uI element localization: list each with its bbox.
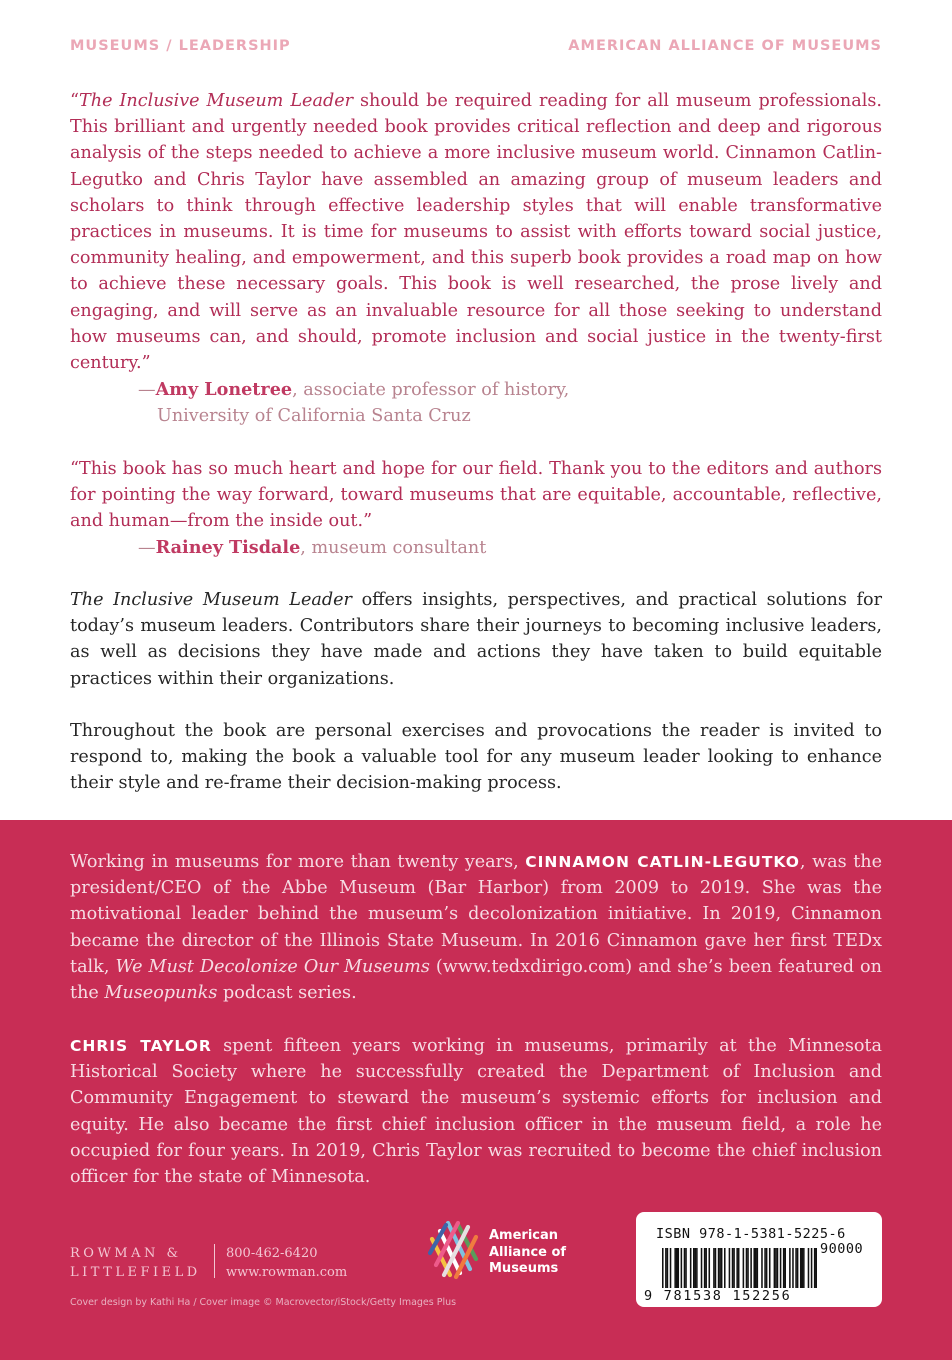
dash: — [138, 380, 156, 400]
publisher-contact [226, 1244, 347, 1282]
barcode-bar [797, 1248, 799, 1288]
book-title: The Inclusive Museum Leader [70, 590, 352, 610]
description-paragraph-1 [70, 587, 882, 692]
endorsement-text: should be required reading for all museum professionals. This brilliant and urgently needed book provides critical reflection and deep and rigorous analysis of the steps needed to achieve a more inclusive museum world. Cinnamon Catlin-Legutko and Chris Taylor have assembled an amazing group of museum leaders and scholars to think through effective leadership styles that will enable transformative practices in museums. It is time for museums to assist with efforts toward social justice, community healing, and empowerment, and this superb book provides a road map on how to achieve these necessary goals. This book is well researched, the prose lively and engaging, and will serve as an invaluable resource for all those seeking to understand how museums can, and should, promote inclusion and social justice in the twenty-first century.” [70, 91, 882, 374]
barcode-bar [665, 1248, 667, 1288]
barcode-bar [761, 1248, 763, 1288]
book-title: The Inclusive Museum Leader [79, 91, 354, 111]
bio-text: spent fifteen years working in museums, primarily at the Minnesota Historical Society where he successfully created the Department of Inclusion and Community Engagement to steward the museum’s systemic efforts for inclusion and equity. He also became the first chief inclusion officer in the museum field, a role he occupied for four years. In 2019, Chris Taylor was recruited to become the chief inclusion officer for the state of Minnesota. [70, 1036, 882, 1188]
barcode-bar [736, 1248, 738, 1288]
barcode-bar [750, 1248, 752, 1288]
aam-wordmark [489, 1228, 566, 1278]
barcode-bar [784, 1248, 786, 1288]
barcode-bar [713, 1248, 715, 1288]
barcode-bar [724, 1248, 726, 1288]
author-name: CHRIS TAYLOR [70, 1037, 212, 1055]
barcode-bar [719, 1248, 721, 1288]
aam-line-3: Museums [489, 1261, 559, 1276]
barcode-bar [766, 1248, 768, 1288]
aam-line-1: American [489, 1228, 559, 1243]
description-text: offers insights, perspectives, and practical solutions for today’s museum leaders. Contributors share their journeys to becoming inclusive leaders, as well as decisions they have made and actions they have taken to build equitable practices within their organizations. [70, 590, 882, 689]
barcode-bar [747, 1248, 749, 1288]
barcode-bar [733, 1248, 735, 1288]
publisher-phone: 800-462-6420 [226, 1246, 318, 1261]
barcode-bar [685, 1248, 687, 1288]
barcode-bar [738, 1248, 740, 1288]
barcode-bar [814, 1248, 816, 1288]
isbn-label: ISBN 978-1-5381-5225-6 [656, 1226, 846, 1242]
barcode-bar [775, 1248, 777, 1288]
endorsement-lonetree [70, 88, 882, 376]
aam-mark-icon [428, 1219, 480, 1281]
bio-text: Working in museums for more than twenty years, [70, 852, 526, 872]
endorser-name: Rainey Tisdale [155, 537, 301, 558]
barcode-bar [753, 1248, 755, 1288]
barcode-bar [701, 1248, 703, 1288]
barcode-bar [783, 1248, 785, 1288]
attribution-tisdale [138, 535, 486, 561]
endorsement-tisdale: “This book has so much heart and hope for our field. Thank you to the editors and authors for pointing the way forward, toward museums that are equitable, accountable, reflective, and human—from the inside out.” [70, 459, 882, 532]
barcode-bar [695, 1248, 697, 1288]
publisher-website: www.rowman.com [226, 1265, 348, 1280]
author-name: CINNAMON CATLIN-LEGUTKO [525, 853, 800, 871]
barcode-bar [808, 1248, 810, 1288]
isbn-barcode [636, 1212, 882, 1307]
barcode-bar [802, 1248, 804, 1288]
barcode-bar [803, 1248, 805, 1288]
publisher-block [70, 1240, 430, 1280]
endorser-role: , associate professor of history, [292, 380, 570, 400]
barcode-bar [774, 1248, 776, 1288]
barcode-bar [811, 1248, 813, 1288]
barcode-bar [678, 1248, 680, 1288]
barcode-bar [815, 1248, 817, 1288]
barcode-bar [777, 1248, 779, 1288]
bio-text: (www.tedxdirigo.com) and she’s been featured on the [70, 956, 882, 1004]
barcode-bar [795, 1248, 797, 1288]
barcode-bar [693, 1248, 695, 1288]
barcode-bar [755, 1248, 757, 1288]
barcode-bar [684, 1248, 686, 1288]
attribution-affiliation: University of California Santa Cruz [157, 406, 471, 426]
dash: — [138, 538, 156, 558]
publisher-logo [70, 1244, 201, 1282]
barcode-bar [757, 1248, 759, 1288]
barcode-bar [690, 1248, 692, 1288]
barcode-bar [715, 1248, 717, 1288]
open-quote: “ [70, 91, 79, 111]
barcode-bar [729, 1248, 731, 1288]
publisher-line-2: LITTLEFIELD [70, 1265, 201, 1280]
barcode-bar [743, 1248, 745, 1288]
aam-line-2: Alliance of [489, 1244, 567, 1260]
category-label: MUSEUMS / LEADERSHIP [70, 38, 291, 54]
bio-taylor [70, 1033, 882, 1190]
bio-text: , was the president/CEO of the Abbe Museum (Bar Harbor) from 2009 to 2019. She was the motivational leader behind the museum’s decolonization initiative. In 2019, Cinnamon became the director of the Illinois State Museum. In 2016 Cinnamon gave her first TEDx talk, [70, 852, 883, 977]
barcode-bar [705, 1248, 707, 1288]
barcode-digits: 9 781538 152256 [644, 1288, 792, 1304]
barcode-bar [764, 1248, 766, 1288]
endorser-role: , museum consultant [300, 538, 487, 558]
barcode-bar [746, 1248, 748, 1288]
barcode-bar [676, 1248, 678, 1288]
barcode-bar [704, 1248, 706, 1288]
barcode-bar [800, 1248, 802, 1288]
header-bar [70, 38, 882, 58]
barcode-bar [718, 1248, 720, 1288]
bio-catlin-legutko [70, 849, 882, 1006]
barcode-bar [780, 1248, 782, 1288]
barcode-bar [789, 1248, 791, 1288]
barcode-bar [792, 1248, 794, 1288]
barcode-bar [667, 1248, 669, 1288]
barcode-bar [696, 1248, 698, 1288]
publisher-divider [214, 1244, 215, 1278]
series-label: AMERICAN ALLIANCE OF MUSEUMS [568, 38, 882, 54]
talk-title: We Must Decolonize Our Museums [115, 956, 430, 977]
barcode-bar [674, 1248, 676, 1288]
publisher-line-1: ROWMAN & [70, 1246, 182, 1261]
barcode-bar [662, 1248, 664, 1288]
barcode-bar [709, 1248, 711, 1288]
attribution-lonetree [138, 377, 569, 403]
barcode-bar [670, 1248, 672, 1288]
barcode-bar [681, 1248, 683, 1288]
cover-credit: Cover design by Kathi Ha / Cover image © Macrovector/iStock/Getty Images Plus [70, 1297, 457, 1308]
barcode-bar [769, 1248, 771, 1288]
description-paragraph-2: Throughout the book are personal exercises and provocations the reader is invited to respond to, making the book a valuable tool for any museum leader looking to enhance their style and re-frame their decision-making process. [70, 721, 882, 794]
endorser-name: Amy Lonetree [155, 379, 293, 400]
bio-text: podcast series. [217, 983, 357, 1004]
price-code: 90000 [820, 1241, 864, 1257]
aam-logo [428, 1219, 598, 1289]
podcast-title: Museopunks [104, 983, 218, 1004]
barcode-bar [721, 1248, 723, 1288]
barcode-bar [732, 1248, 734, 1288]
